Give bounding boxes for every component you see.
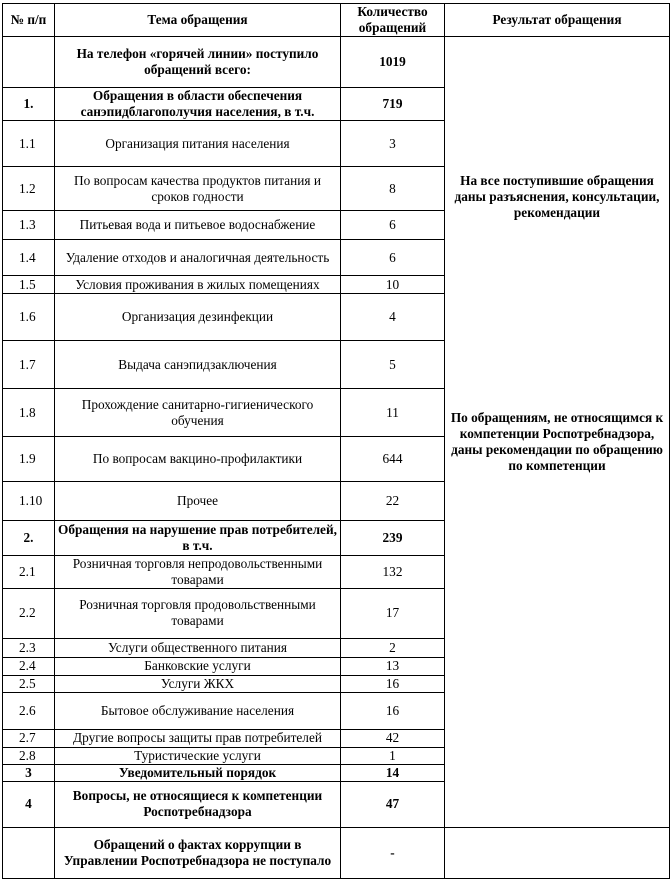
row-topic: Прохождение санитарно-гигиенического обучения — [55, 389, 341, 437]
row-count: 1 — [341, 747, 445, 764]
row-count: 1019 — [341, 37, 445, 88]
row-count: 4 — [341, 294, 445, 341]
row-number: 1.6 — [3, 294, 55, 341]
row-number: 1.1 — [3, 121, 55, 167]
row-count: 16 — [341, 675, 445, 692]
row-topic: Условия проживания в жилых помещениях — [55, 276, 341, 294]
table-row — [3, 37, 670, 88]
row-topic: Выдача санэпидзаключения — [55, 341, 341, 389]
row-count: 2 — [341, 638, 445, 657]
row-count: 11 — [341, 389, 445, 437]
header-topic: Тема обращения — [55, 4, 341, 37]
row-count: 8 — [341, 167, 445, 211]
row-count: 16 — [341, 692, 445, 729]
row-count: 14 — [341, 764, 445, 781]
row-count: 132 — [341, 555, 445, 588]
row-count: 6 — [341, 211, 445, 240]
table-row — [3, 828, 670, 879]
result-text-competence: По обращениям, не относящимся к компетенции Роспотребнадзора, даны рекомендации по обращению по компетенции — [450, 410, 664, 473]
row-count: 42 — [341, 729, 445, 747]
row-number: 1.9 — [3, 437, 55, 482]
row-topic: Вопросы, не относящиеся к компетенции Роспотребнадзора — [55, 781, 341, 827]
row-number: 2.6 — [3, 692, 55, 729]
row-number: 1.5 — [3, 276, 55, 294]
row-number: 2.7 — [3, 729, 55, 747]
row-number: 2.4 — [3, 657, 55, 675]
row-count: 5 — [341, 341, 445, 389]
header-num: № п/п — [3, 4, 55, 37]
row-count: 239 — [341, 520, 445, 555]
row-count: 6 — [341, 240, 445, 276]
row-count: 47 — [341, 781, 445, 827]
row-topic: Другие вопросы защиты прав потребителей — [55, 729, 341, 747]
row-number: 2.2 — [3, 588, 55, 638]
row-number: 1.4 — [3, 240, 55, 276]
row-topic: По вопросам вакцино-профилактики — [55, 437, 341, 482]
row-number: 1.8 — [3, 389, 55, 437]
row-number — [3, 828, 55, 879]
row-topic: Обращений о фактах коррупции в Управлении Роспотребнадзора не поступало — [55, 828, 341, 879]
row-topic: Услуги ЖКХ — [55, 675, 341, 692]
row-topic: Организация питания населения — [55, 121, 341, 167]
row-topic: На телефон «горячей линии» поступило обращений всего: — [55, 37, 341, 88]
row-count: 17 — [341, 588, 445, 638]
header-row — [3, 4, 670, 37]
result-text-explanations: На все поступившие обращения даны разъяснения, консультации, рекомендации — [454, 173, 660, 220]
row-number: 2.1 — [3, 555, 55, 588]
header-result: Результат обращения — [445, 4, 670, 37]
row-topic: Обращения в области обеспечения санэпидблагополучия населения, в т.ч. — [55, 88, 341, 121]
result-cell — [445, 37, 670, 828]
row-topic: Услуги общественного питания — [55, 638, 341, 657]
row-number: 2.8 — [3, 747, 55, 764]
row-topic: Обращения на нарушение прав потребителей, в т.ч. — [55, 520, 341, 555]
row-topic: Розничная торговля непродовольственными товарами — [55, 555, 341, 588]
empty-result-cell — [445, 828, 670, 879]
row-count: 10 — [341, 276, 445, 294]
row-number: 1.2 — [3, 167, 55, 211]
row-count: 3 — [341, 121, 445, 167]
row-topic: Удаление отходов и аналогичная деятельность — [55, 240, 341, 276]
row-topic: Розничная торговля продовольственными товарами — [55, 588, 341, 638]
row-number: 1.3 — [3, 211, 55, 240]
row-topic: По вопросам качества продуктов питания и сроков годности — [55, 167, 341, 211]
appeals-table — [2, 3, 670, 879]
row-topic: Бытовое обслуживание населения — [55, 692, 341, 729]
row-number: 2. — [3, 520, 55, 555]
row-number: 4 — [3, 781, 55, 827]
row-number: 2.3 — [3, 638, 55, 657]
row-count: - — [341, 828, 445, 879]
row-topic: Банковские услуги — [55, 657, 341, 675]
row-count: 719 — [341, 88, 445, 121]
row-number — [3, 37, 55, 88]
row-number: 1. — [3, 88, 55, 121]
row-number: 1.7 — [3, 341, 55, 389]
row-count: 13 — [341, 657, 445, 675]
row-number: 3 — [3, 764, 55, 781]
row-topic: Уведомительный порядок — [55, 764, 341, 781]
row-count: 22 — [341, 482, 445, 520]
row-number: 1.10 — [3, 482, 55, 520]
table-body — [3, 37, 670, 879]
row-topic: Прочее — [55, 482, 341, 520]
row-topic: Туристические услуги — [55, 747, 341, 764]
header-count: Количество обращений — [341, 4, 445, 37]
row-number: 2.5 — [3, 675, 55, 692]
row-topic: Питьевая вода и питьевое водоснабжение — [55, 211, 341, 240]
row-count: 644 — [341, 437, 445, 482]
row-topic: Организация дезинфекции — [55, 294, 341, 341]
